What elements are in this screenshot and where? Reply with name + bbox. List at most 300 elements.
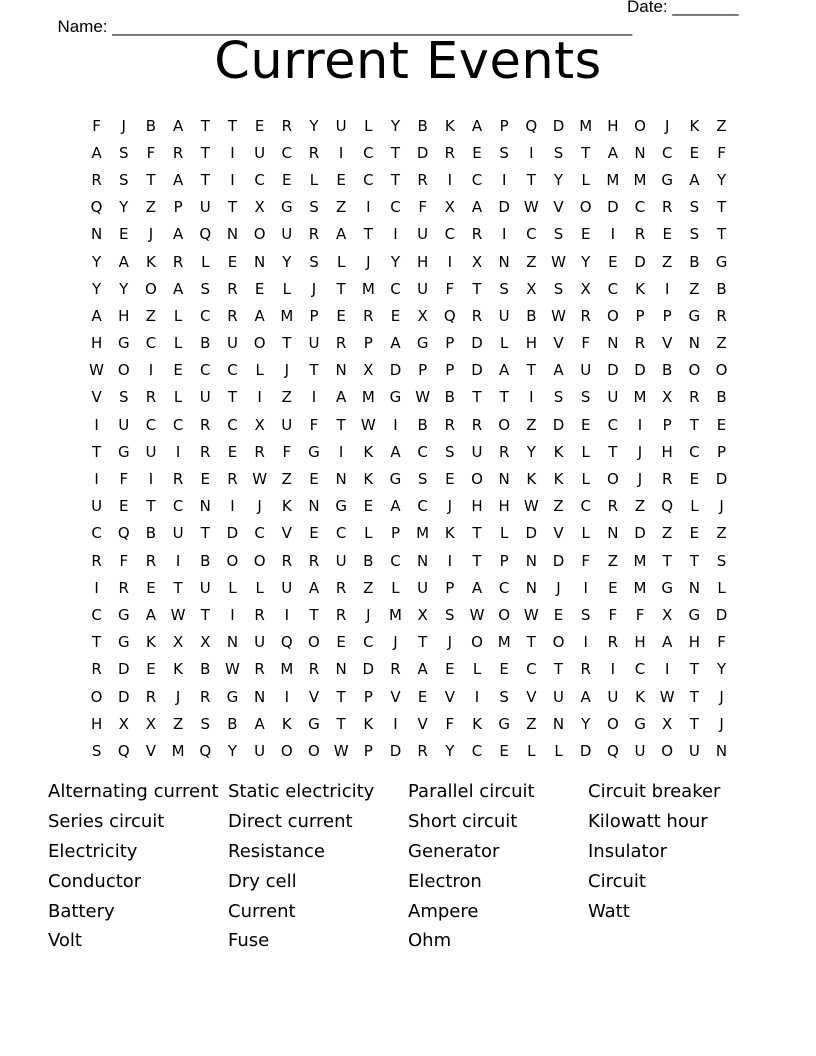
grid-letter: E bbox=[689, 524, 700, 543]
grid-letter: J bbox=[148, 225, 154, 244]
grid-row bbox=[83, 710, 735, 737]
grid-letter: L bbox=[472, 660, 482, 679]
grid-letter: R bbox=[145, 388, 157, 407]
grid-letter: O bbox=[280, 741, 293, 760]
grid-letter: K bbox=[553, 442, 564, 461]
grid-letter: U bbox=[281, 578, 293, 597]
grid-letter: M bbox=[361, 279, 375, 298]
grid-letter: R bbox=[227, 470, 238, 489]
grid-letter: I bbox=[447, 252, 453, 271]
grid-letter: E bbox=[309, 524, 319, 543]
grid-letter: S bbox=[553, 388, 564, 407]
grid-letter: V bbox=[444, 687, 455, 706]
grid-letter: C bbox=[390, 551, 401, 570]
grid-letter: X bbox=[200, 633, 211, 652]
grid-row bbox=[83, 411, 735, 438]
grid-letter: W bbox=[523, 198, 539, 217]
grid-letter: O bbox=[606, 470, 619, 489]
grid-letter: C bbox=[363, 143, 374, 162]
grid-letter: R bbox=[634, 225, 646, 244]
grid-letter: E bbox=[254, 279, 265, 298]
grid-letter: P bbox=[662, 306, 672, 325]
grid-letter: X bbox=[662, 388, 673, 407]
grid-letter: D bbox=[634, 361, 646, 380]
grid-letter: C bbox=[390, 198, 401, 217]
grid-letter: O bbox=[253, 225, 266, 244]
grid-letter: B bbox=[227, 714, 238, 733]
grid-row bbox=[83, 139, 735, 166]
grid-letter: R bbox=[471, 306, 483, 325]
grid-letter: I bbox=[637, 415, 643, 434]
grid-letter: N bbox=[607, 524, 619, 543]
word-list-item: Circuit bbox=[588, 870, 646, 892]
grid-letter: A bbox=[471, 198, 483, 217]
grid-letter: G bbox=[661, 578, 673, 597]
grid-letter: Y bbox=[581, 714, 591, 733]
grid-letter: R bbox=[172, 252, 184, 271]
grid-letter: E bbox=[336, 306, 346, 325]
grid-letter: C bbox=[363, 170, 374, 189]
grid-letter: N bbox=[335, 660, 347, 679]
word-list-item: Ampere bbox=[408, 900, 479, 922]
grid-letter: P bbox=[173, 198, 183, 217]
grid-letter: L bbox=[201, 252, 210, 271]
grid-letter: R bbox=[417, 170, 428, 189]
grid-letter: C bbox=[417, 497, 428, 516]
grid-row bbox=[83, 574, 735, 601]
grid-letter: L bbox=[228, 578, 237, 597]
grid-letter: R bbox=[716, 306, 727, 325]
grid-letter: I bbox=[447, 170, 453, 189]
grid-letter: C bbox=[417, 442, 428, 461]
grid-row bbox=[83, 112, 735, 139]
grid-letter: A bbox=[172, 279, 184, 298]
grid-letter: Y bbox=[227, 741, 238, 760]
grid-letter: I bbox=[230, 605, 235, 624]
grid-letter: K bbox=[363, 714, 374, 733]
grid-letter: Y bbox=[553, 170, 564, 189]
grid-letter: O bbox=[606, 306, 619, 325]
grid-letter: T bbox=[472, 279, 482, 298]
grid-letter: N bbox=[417, 551, 429, 570]
grid-letter: P bbox=[445, 361, 455, 380]
grid-letter: D bbox=[226, 524, 239, 543]
grid-letter: U bbox=[634, 741, 646, 760]
grid-letter: G bbox=[117, 633, 130, 652]
grid-letter: E bbox=[146, 660, 156, 679]
grid-letter: R bbox=[471, 415, 483, 434]
word-list-item: Fuse bbox=[228, 930, 270, 952]
grid-letter: K bbox=[553, 470, 564, 489]
grid-letter: V bbox=[553, 334, 564, 353]
grid-letter: T bbox=[146, 497, 156, 516]
grid-letter: T bbox=[526, 361, 536, 380]
grid-letter: R bbox=[335, 578, 347, 597]
grid-letter: M bbox=[280, 660, 294, 679]
grid-letter: P bbox=[445, 334, 455, 353]
grid-letter: T bbox=[200, 524, 210, 543]
grid-letter: N bbox=[90, 225, 103, 244]
grid-letter: K bbox=[363, 470, 374, 489]
grid-letter: E bbox=[445, 660, 455, 679]
grid-letter: T bbox=[390, 170, 401, 189]
grid-letter: R bbox=[444, 143, 456, 162]
grid-letter: C bbox=[200, 361, 211, 380]
grid-letter: W bbox=[89, 361, 104, 380]
grid-letter: T bbox=[309, 361, 319, 380]
grid-letter: I bbox=[175, 442, 181, 461]
grid-letter: I bbox=[610, 660, 616, 679]
grid-letter: N bbox=[715, 741, 728, 760]
grid-letter: N bbox=[226, 633, 239, 652]
grid-letter: N bbox=[607, 334, 619, 353]
grid-letter: W bbox=[659, 687, 675, 706]
grid-letter: I bbox=[583, 633, 588, 652]
grid-letter: T bbox=[200, 143, 210, 162]
grid-letter: H bbox=[525, 334, 537, 353]
grid-letter: O bbox=[308, 633, 320, 652]
grid-letter: Z bbox=[526, 714, 537, 733]
grid-letter: F bbox=[445, 714, 455, 733]
grid-letter: D bbox=[552, 116, 565, 135]
grid-letter: T bbox=[689, 551, 699, 570]
grid-row bbox=[83, 357, 735, 384]
grid-letter: Z bbox=[172, 714, 184, 733]
grid-letter: X bbox=[417, 306, 428, 325]
grid-letter: G bbox=[117, 442, 130, 461]
grid-letter: E bbox=[553, 605, 564, 624]
grid-letter: Z bbox=[335, 198, 347, 217]
grid-letter: U bbox=[553, 687, 564, 706]
grid-letter: T bbox=[200, 116, 210, 135]
grid-letter: L bbox=[554, 741, 563, 760]
grid-letter: C bbox=[634, 660, 646, 679]
grid-letter: S bbox=[445, 605, 455, 624]
grid-letter: T bbox=[390, 143, 401, 162]
grid-letter: J bbox=[719, 714, 724, 733]
grid-letter: T bbox=[227, 388, 238, 407]
grid-letter: T bbox=[92, 442, 102, 461]
grid-row bbox=[83, 656, 735, 683]
grid-letter: D bbox=[117, 687, 130, 706]
grid-letter: E bbox=[417, 687, 428, 706]
grid-letter: I bbox=[447, 551, 453, 570]
grid-letter: N bbox=[498, 470, 510, 489]
grid-letter: M bbox=[579, 116, 593, 135]
grid-letter: R bbox=[607, 497, 619, 516]
grid-letter: L bbox=[499, 524, 509, 543]
grid-letter: F bbox=[717, 633, 726, 652]
grid-letter: Y bbox=[390, 116, 401, 135]
grid-letter: R bbox=[118, 578, 129, 597]
grid-letter: V bbox=[553, 524, 564, 543]
grid-letter: N bbox=[525, 578, 537, 597]
grid-letter: K bbox=[472, 714, 482, 733]
grid-row bbox=[83, 302, 735, 329]
word-list-item: Conductor bbox=[48, 870, 142, 892]
grid-letter: S bbox=[91, 741, 102, 760]
grid-letter: X bbox=[254, 415, 265, 434]
grid-letter: R bbox=[172, 143, 184, 162]
grid-letter: R bbox=[227, 279, 238, 298]
grid-letter: D bbox=[498, 198, 510, 217]
grid-letter: G bbox=[226, 687, 239, 706]
grid-letter: B bbox=[200, 334, 211, 353]
grid-letter: L bbox=[173, 388, 183, 407]
grid-letter: W bbox=[170, 605, 186, 624]
grid-letter: P bbox=[662, 415, 672, 434]
grid-letter: Y bbox=[581, 252, 591, 271]
grid-letter: D bbox=[579, 741, 592, 760]
grid-letter: F bbox=[608, 605, 618, 624]
grid-letter: R bbox=[91, 170, 102, 189]
grid-letter: X bbox=[145, 714, 157, 733]
grid-letter: W bbox=[551, 306, 566, 325]
grid-letter: Z bbox=[145, 306, 157, 325]
grid-letter: E bbox=[662, 225, 672, 244]
grid-letter: D bbox=[552, 415, 565, 434]
grid-letter: C bbox=[91, 605, 102, 624]
grid-row bbox=[83, 547, 735, 574]
grid-letter: S bbox=[200, 279, 211, 298]
grid-letter: U bbox=[172, 524, 184, 543]
grid-letter: N bbox=[335, 361, 347, 380]
grid-letter: T bbox=[418, 633, 428, 652]
grid-letter: Q bbox=[443, 306, 456, 325]
grid-letter: R bbox=[91, 660, 102, 679]
grid-letter: L bbox=[336, 252, 346, 271]
grid-letter: U bbox=[145, 442, 157, 461]
grid-letter: W bbox=[252, 470, 268, 489]
grid-letter: K bbox=[444, 524, 455, 543]
grid-letter: N bbox=[688, 334, 700, 353]
grid-letter: P bbox=[445, 578, 455, 597]
grid-letter: C bbox=[172, 497, 184, 516]
grid-letter: A bbox=[580, 687, 591, 706]
grid-letter: C bbox=[254, 524, 265, 543]
grid-letter: V bbox=[281, 524, 292, 543]
grid-letter: A bbox=[254, 714, 265, 733]
grid-letter: R bbox=[308, 225, 320, 244]
grid-row bbox=[83, 465, 735, 492]
grid-letter: G bbox=[498, 714, 510, 733]
grid-letter: Y bbox=[92, 279, 102, 298]
grid-letter: I bbox=[474, 687, 480, 706]
grid-letter: D bbox=[552, 551, 565, 570]
grid-row bbox=[83, 194, 735, 221]
grid-letter: E bbox=[227, 442, 238, 461]
grid-letter: E bbox=[254, 116, 265, 135]
grid-letter: X bbox=[254, 198, 265, 217]
grid-letter: I bbox=[338, 143, 344, 162]
grid-letter: V bbox=[145, 741, 157, 760]
grid-letter: I bbox=[338, 442, 344, 461]
grid-letter: R bbox=[281, 551, 292, 570]
grid-letter: S bbox=[445, 442, 455, 461]
grid-letter: I bbox=[610, 225, 616, 244]
grid-letter: Z bbox=[281, 470, 292, 489]
grid-letter: Y bbox=[119, 279, 129, 298]
grid-letter: P bbox=[717, 442, 727, 461]
grid-letter: E bbox=[580, 415, 591, 434]
grid-letter: S bbox=[499, 687, 509, 706]
grid-letter: A bbox=[390, 497, 401, 516]
grid-letter: N bbox=[688, 578, 700, 597]
grid-letter: E bbox=[119, 497, 129, 516]
grid-letter: K bbox=[635, 687, 645, 706]
grid-letter: M bbox=[280, 306, 294, 325]
grid-letter: T bbox=[146, 170, 156, 189]
grid-letter: S bbox=[689, 198, 700, 217]
grid-letter: R bbox=[580, 306, 591, 325]
grid-letter: X bbox=[662, 714, 673, 733]
grid-letter: I bbox=[94, 415, 99, 434]
grid-letter: D bbox=[715, 605, 728, 624]
word-list-item: Parallel circuit bbox=[408, 781, 535, 803]
grid-letter: I bbox=[148, 470, 154, 489]
grid-letter: V bbox=[417, 714, 428, 733]
grid-letter: I bbox=[664, 660, 670, 679]
grid-letter: O bbox=[145, 279, 157, 298]
grid-letter: I bbox=[366, 198, 371, 217]
grid-letter: Z bbox=[363, 578, 374, 597]
grid-letter: E bbox=[716, 415, 727, 434]
grid-letter: Y bbox=[282, 252, 292, 271]
grid-letter: L bbox=[690, 497, 699, 516]
grid-letter: Q bbox=[280, 633, 293, 652]
grid-letter: T bbox=[336, 415, 346, 434]
grid-letter: B bbox=[526, 306, 537, 325]
grid-letter: C bbox=[580, 497, 591, 516]
grid-letter: T bbox=[282, 334, 292, 353]
grid-letter: P bbox=[499, 551, 509, 570]
grid-letter: R bbox=[661, 198, 673, 217]
grid-letter: Q bbox=[117, 741, 130, 760]
grid-letter: G bbox=[661, 170, 673, 189]
grid-letter: R bbox=[254, 660, 265, 679]
grid-letter: M bbox=[416, 524, 430, 543]
grid-letter: R bbox=[145, 687, 157, 706]
grid-letter: C bbox=[689, 442, 700, 461]
grid-letter: O bbox=[253, 334, 266, 353]
grid-letter: E bbox=[608, 578, 618, 597]
grid-letter: L bbox=[364, 524, 373, 543]
grid-letter: A bbox=[172, 116, 184, 135]
grid-letter: J bbox=[447, 497, 453, 516]
grid-letter: D bbox=[117, 660, 130, 679]
grid-letter: O bbox=[579, 198, 592, 217]
grid-letter: N bbox=[226, 225, 239, 244]
grid-letter: C bbox=[498, 578, 510, 597]
grid-letter: E bbox=[336, 170, 346, 189]
grid-letter: E bbox=[119, 225, 129, 244]
grid-letter: O bbox=[90, 687, 103, 706]
grid-letter: R bbox=[444, 415, 456, 434]
grid-letter: M bbox=[497, 633, 511, 652]
grid-letter: J bbox=[393, 633, 398, 652]
grid-letter: P bbox=[418, 361, 428, 380]
grid-letter: I bbox=[664, 279, 670, 298]
grid-letter: E bbox=[608, 252, 618, 271]
grid-letter: C bbox=[471, 741, 483, 760]
grid-letter: C bbox=[227, 415, 238, 434]
grid-letter: R bbox=[227, 306, 238, 325]
grid-letter: W bbox=[523, 497, 539, 516]
grid-letter: S bbox=[200, 714, 211, 733]
grid-letter: T bbox=[309, 605, 319, 624]
grid-letter: U bbox=[417, 225, 429, 244]
grid-letter: C bbox=[145, 334, 157, 353]
grid-letter: C bbox=[444, 225, 456, 244]
grid-letter: J bbox=[366, 252, 371, 271]
grid-letter: V bbox=[526, 687, 537, 706]
grid-letter: C bbox=[390, 279, 401, 298]
grid-letter: Q bbox=[525, 116, 538, 135]
grid-letter: V bbox=[553, 198, 564, 217]
grid-letter: E bbox=[146, 578, 156, 597]
grid-letter: R bbox=[308, 143, 320, 162]
grid-letter: C bbox=[281, 143, 293, 162]
grid-letter: T bbox=[227, 116, 238, 135]
grid-letter: D bbox=[634, 524, 646, 543]
grid-letter: U bbox=[281, 415, 293, 434]
grid-letter: F bbox=[445, 279, 455, 298]
grid-row bbox=[83, 275, 735, 302]
grid-letter: I bbox=[257, 388, 262, 407]
grid-letter: N bbox=[254, 252, 266, 271]
grid-letter: L bbox=[255, 361, 264, 380]
grid-letter: O bbox=[308, 741, 320, 760]
grid-letter: A bbox=[471, 578, 483, 597]
grid-letter: V bbox=[662, 334, 673, 353]
grid-letter: A bbox=[607, 143, 618, 162]
grid-letter: Q bbox=[90, 198, 103, 217]
grid-letter: E bbox=[363, 497, 374, 516]
grid-letter: H bbox=[417, 252, 429, 271]
grid-letter: D bbox=[362, 660, 375, 679]
grid-letter: T bbox=[689, 714, 699, 733]
grid-letter: J bbox=[637, 470, 643, 489]
grid-letter: K bbox=[363, 442, 374, 461]
grid-letter: Q bbox=[117, 524, 130, 543]
word-list-item: Battery bbox=[48, 900, 115, 922]
grid-letter: G bbox=[389, 388, 402, 407]
word-list-item: Kilowatt hour bbox=[588, 811, 708, 833]
grid-row bbox=[83, 493, 735, 520]
grid-letter: S bbox=[553, 225, 564, 244]
grid-letter: V bbox=[308, 687, 320, 706]
grid-letter: K bbox=[635, 279, 645, 298]
grid-letter: F bbox=[717, 143, 726, 162]
word-list-item: Direct current bbox=[228, 811, 353, 833]
word-list-item: Dry cell bbox=[228, 870, 297, 892]
grid-letter: C bbox=[200, 306, 211, 325]
grid-letter: F bbox=[418, 198, 427, 217]
grid-letter: U bbox=[417, 578, 429, 597]
grid-letter: S bbox=[309, 198, 319, 217]
word-list-item: Volt bbox=[48, 930, 82, 952]
grid-letter: R bbox=[363, 306, 374, 325]
grid-letter: R bbox=[498, 442, 510, 461]
grid-letter: S bbox=[553, 143, 564, 162]
grid-letter: A bbox=[91, 143, 102, 162]
grid-letter: T bbox=[553, 660, 564, 679]
grid-row bbox=[83, 221, 735, 248]
grid-letter: F bbox=[581, 551, 590, 570]
grid-letter: K bbox=[281, 497, 292, 516]
word-list-item: Generator bbox=[408, 840, 500, 862]
grid-letter: W bbox=[225, 660, 240, 679]
